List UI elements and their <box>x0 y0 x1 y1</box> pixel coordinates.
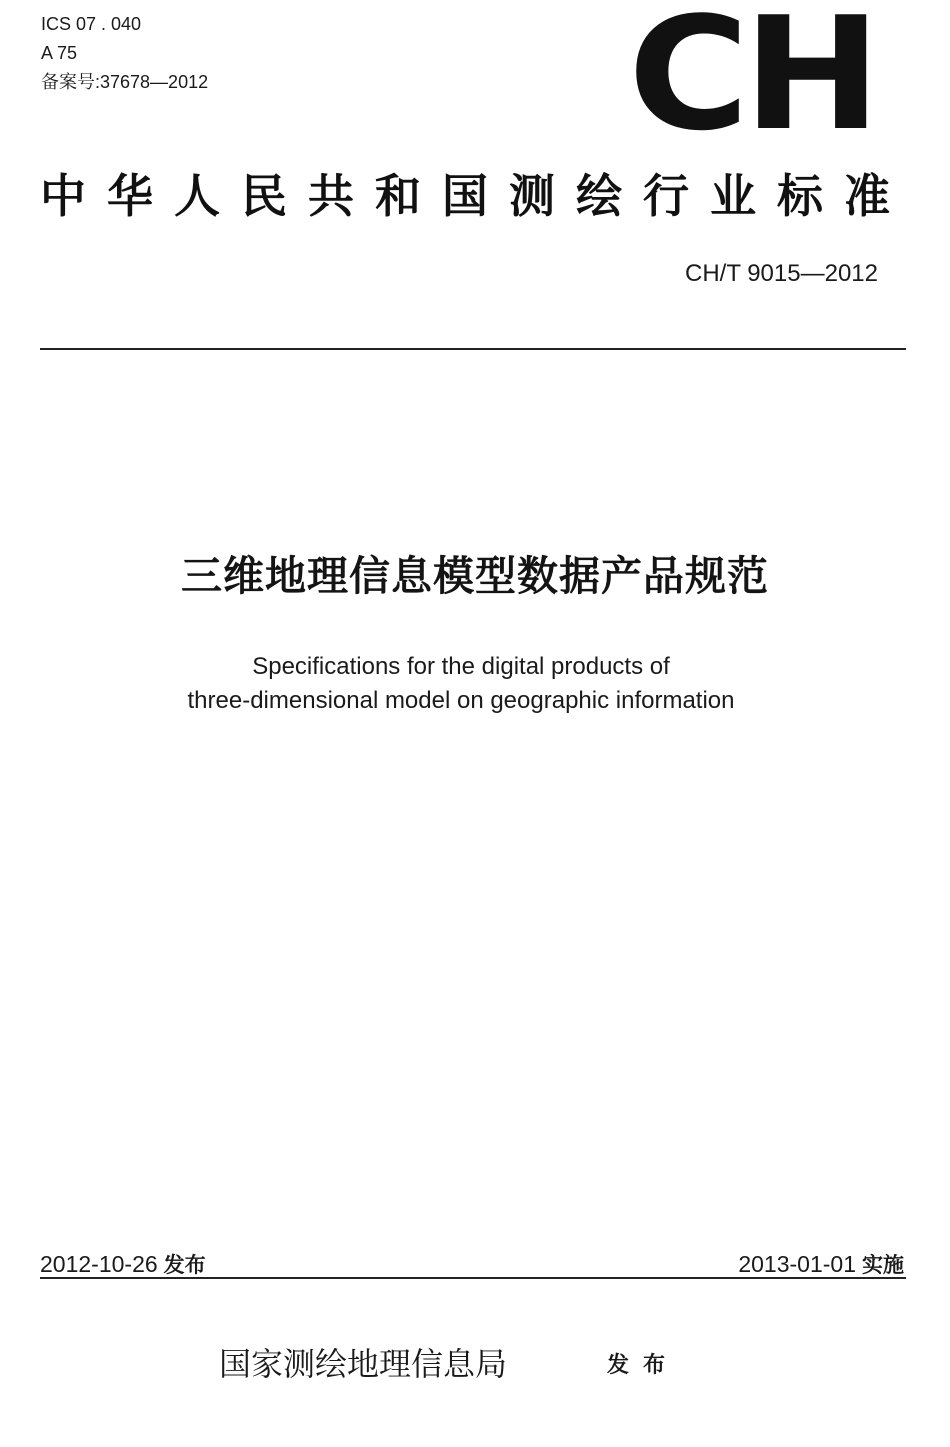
record-number: 备案号:37678—2012 <box>41 72 209 92</box>
document-meta <box>41 10 208 97</box>
english-title-line-1: Specifications for the digital products of <box>252 653 670 680</box>
ch-logo: CH <box>628 0 876 165</box>
publish-label: 发布 <box>607 1353 680 1378</box>
standard-category-title: 中华人民共和国测绘行业标准 <box>40 169 911 223</box>
classification-code: A 75 <box>41 43 78 63</box>
standard-code: CH/T 9015—2012 <box>684 260 878 287</box>
document-title-chinese: 三维地理信息模型数据产品规范 <box>181 552 769 600</box>
implementation-date-block <box>738 1249 904 1280</box>
publisher-name: 国家测绘地理信息局 <box>219 1345 508 1383</box>
implementation-date: 2013-01-01 <box>738 1251 856 1277</box>
issue-date: 2012-10-26 <box>40 1251 158 1277</box>
english-title-line-2: three-dimensional model on geographic information <box>187 687 735 714</box>
top-divider <box>40 348 906 350</box>
issue-label: 发布 <box>163 1253 206 1277</box>
issue-date-block <box>40 1249 206 1280</box>
bottom-divider <box>40 1277 906 1279</box>
ics-code: ICS 07 . 040 <box>41 14 142 34</box>
document-title-english <box>0 650 922 718</box>
implementation-label: 实施 <box>862 1253 904 1277</box>
